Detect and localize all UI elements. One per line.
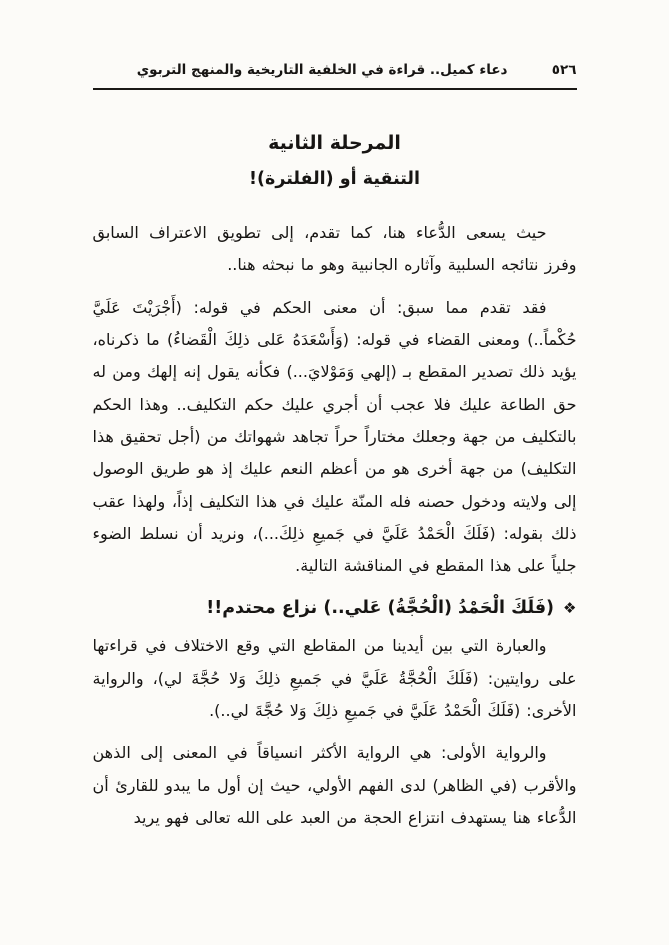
page-number: ٥٢٦ bbox=[551, 62, 577, 78]
header-divider bbox=[93, 88, 577, 90]
running-header bbox=[93, 62, 577, 78]
section-heading bbox=[93, 598, 577, 618]
running-title: دعاء كميل.. قراءة في الخلفية التاريخية والمنهج التربوي bbox=[136, 62, 508, 78]
section-paragraph-1: والعبارة التي بين أيدينا من المقاطع التي وقع الاختلاف في قراءتها على روايتين: (فَلَكَ الْحُجَّةُ عَلَيَّ في جَميعِ ذلِكَ وَلا حُجَّةَ لي)، والرواية الأخرى: (فَلَكَ الْحَمْدُ عَلَيَّ في جَميعِ ذلِكَ وَلا حُجَّةَ لي..). bbox=[92, 636, 577, 721]
chapter-subtitle: التنقية أو (الفلترة)! bbox=[249, 169, 420, 189]
section-paragraph-2: والرواية الأولى: هي الرواية الأكثر انسياقاً في المعنى إلى الذهن والأقرب (في الظاهر) لدى الفهم الأولي، حيث إن أول ما يبدو للقارئ أن الدُّعاء هنا يستهدف انتزاع الحجة من العبد على الله تعالى فهو يريد bbox=[92, 743, 577, 827]
chapter-title: المرحلة الثانية bbox=[268, 132, 401, 154]
page-content bbox=[93, 0, 577, 834]
section-heading-text: (فَلَكَ الْحَمْدُ (الْحُجَّةُ) عَلي..) نزاع محتدم!! bbox=[206, 598, 555, 619]
intro-paragraph-1: حيث يسعى الدُّعاء هنا، كما تقدم، إلى تطويق الاعتراف السابق وفرز نتائجه السلبية وآثاره الجانبية وهو ما نبحثه هنا.. bbox=[92, 223, 577, 275]
intro-paragraph-2: فقد تقدم مما سبق: أن معنى الحكم في قوله: (أَجْرَيْتَ عَلَيَّ حُكْماً..) ومعنى القضاء في قوله: (وَأَسْعَدَهُ عَلى ذلِكَ الْقَضاءُ) ما ذكرناه، يؤيد ذلك تصدير المقطع بـ (إلهي وَمَوْلايَ...) فكأنه يقول إنه إلهك ومن له حق الطاعة عليك فلا عجب أن أجري عليك حكم التكليف.. وهذا الحكم بالتكليف من جهة وجعلك مختاراً حراً تجاهد شهواتك من (أجل تحقيق هذا التكليف) من جهة أخرى هو من أعظم النعم عليك إذ هو طريق الوصول إلى ولايته ودخول حصنه فله المنّة عليك في هذا التكليف إذاً، ولهذا عقب ذلك بقوله: (فَلَكَ الْحَمْدُ عَلَيَّ في جَميعِ ذلِكَ...)، ونريد أن نسلط الضوء جلياً على هذا المقطع في المناقشة التالية. bbox=[92, 297, 577, 576]
diamond-bullet-icon: ❖ bbox=[563, 599, 577, 618]
